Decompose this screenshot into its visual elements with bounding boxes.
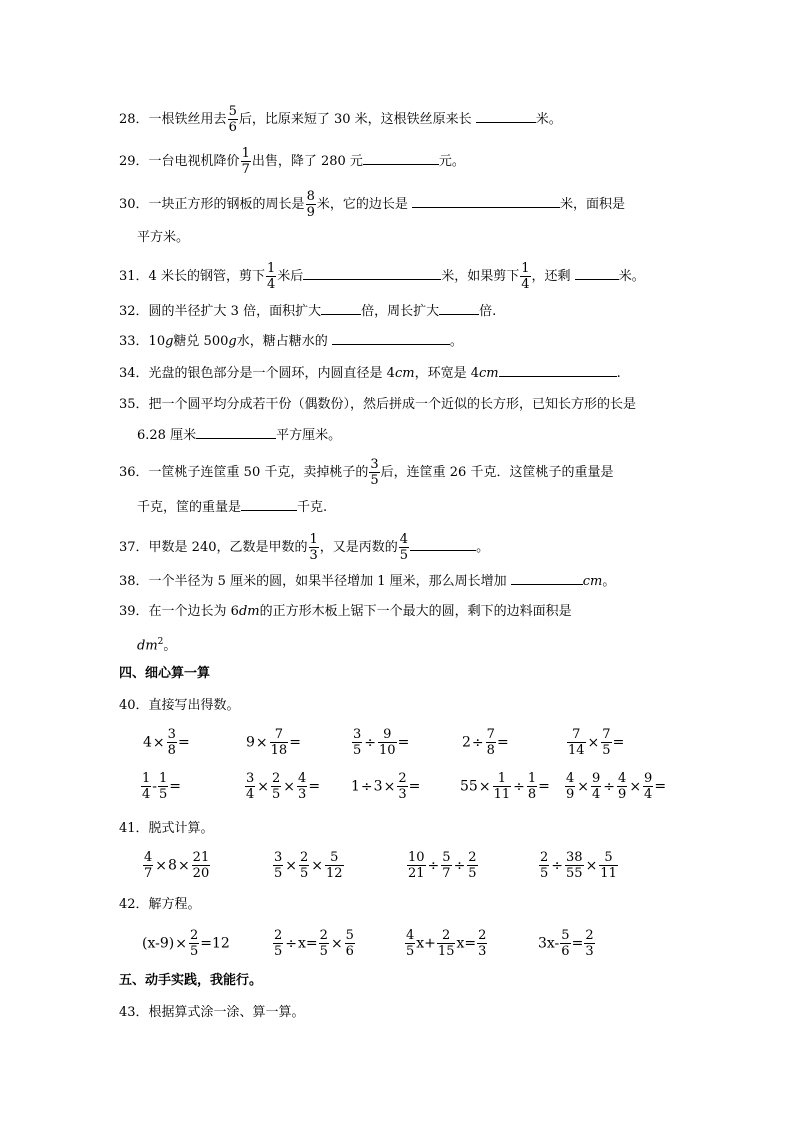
question-text: 倍，周长扩大 <box>361 304 440 319</box>
answer-blank[interactable] <box>321 302 361 315</box>
question-text: 一个半径为 5 厘米的圆，如果半径增加 1 厘米，那么周长增加 <box>148 574 507 589</box>
expression: $\frac{3}{5}$ ÷ $\frac{9}{10}$ = <box>353 727 410 758</box>
answer-blank[interactable] <box>511 572 583 585</box>
question-30-continued <box>137 229 189 247</box>
section-heading-4: 四、细心算一算 <box>119 666 211 681</box>
fraction: $\frac{4}{5}$ <box>399 532 409 563</box>
equation: $\frac{4}{5}$ x+ $\frac{2}{15}$ x= $\frac{2}{3}$ <box>406 928 487 959</box>
question-40-title: 40．直接写出得数。 <box>119 698 240 713</box>
expression: $\frac{3}{4}$ × $\frac{2}{5}$ × $\frac{4}{3}$ = <box>246 771 321 802</box>
expression: $\frac{4}{9}$ × $\frac{9}{4}$ ÷ $\frac{4}{9}$ × $\frac{9}{4}$ = <box>566 771 667 802</box>
answer-blank[interactable] <box>410 538 476 551</box>
question-text: 在一个边长为 6 <box>148 604 239 619</box>
section-heading-5: 五、动手实践，我能行。 <box>119 973 263 988</box>
answer-blank[interactable] <box>575 267 619 280</box>
question-text: 6.28 厘米 <box>137 428 197 443</box>
question-text: 倍. <box>479 304 497 319</box>
question-text: 千克. <box>297 500 328 515</box>
answer-blank[interactable] <box>412 195 560 208</box>
question-number: 30． <box>119 197 149 212</box>
question-number: 31． <box>119 269 149 284</box>
unit: dm <box>238 604 260 619</box>
equation: (x-9)× $\frac{2}{5}$ =12 <box>142 928 230 959</box>
answer-blank[interactable] <box>439 302 479 315</box>
question-text: 米，面积是 <box>560 197 626 212</box>
expression: 2÷ $\frac{7}{8}$ = <box>462 727 509 758</box>
fraction: $\frac{8}{9}$ <box>306 189 315 220</box>
fraction: $\frac{1}{7}$ <box>241 146 250 177</box>
question-text: 把一个圆平均分成若干份（偶数份），然后拼成一个近似的长方形，已知长方形的长是 <box>148 397 637 412</box>
question-text: 一台电视机降价 <box>148 154 240 169</box>
question-30 <box>119 190 625 219</box>
fraction: $\frac{1}{3}$ <box>309 532 318 563</box>
expression: 1÷3× $\frac{2}{3}$ = <box>351 771 421 802</box>
question-text: ，又是丙数的 <box>319 540 398 555</box>
question-text: 。 <box>476 540 490 555</box>
fraction: $\frac{1}{4}$ <box>521 261 530 292</box>
question-text: 米。 <box>618 269 645 284</box>
expression: $\frac{2}{5}$ ÷ $\frac{38}{55}$ × $\frac{5}{11}$ <box>540 850 617 881</box>
question-text: 后，连筐重 26 千克．这筐桃子的重量是 <box>380 465 614 480</box>
answer-blank[interactable] <box>499 364 617 377</box>
question-text: 元。 <box>438 154 465 169</box>
expression: $\frac{10}{21}$ ÷ $\frac{5}{7}$ ÷ $\frac{2}{5}$ <box>408 850 477 881</box>
answer-blank[interactable] <box>476 110 536 123</box>
question-text: 4 米长的钢管，剪下 <box>148 269 265 284</box>
question-35 <box>119 396 636 414</box>
answer-blank[interactable] <box>363 152 439 165</box>
equation: $\frac{2}{5}$ ÷x= $\frac{2}{5}$ × $\frac{5}{6}$ <box>274 928 354 959</box>
fraction: $\frac{1}{4}$ <box>266 261 276 292</box>
unit: cm <box>478 366 499 381</box>
question-text: 一根铁丝用去 <box>148 112 227 127</box>
answer-blank[interactable] <box>332 332 450 345</box>
question-number: 36． <box>119 465 149 480</box>
expression: 9× $\frac{7}{18}$ = <box>246 727 301 758</box>
question-text: 10 <box>148 334 166 349</box>
question-35-continued <box>137 426 341 445</box>
question-text: ，环宽是 4 <box>414 366 479 381</box>
question-33 <box>119 332 463 351</box>
question-number: 32． <box>119 304 149 319</box>
question-text: 一筐桃子连筐重 50 千克，卖掉桃子的 <box>148 465 369 480</box>
expression: $\frac{1}{4}$ - $\frac{1}{5}$ = <box>142 771 182 802</box>
fraction: $\frac{3}{5}$ <box>370 457 379 488</box>
question-number: 35． <box>119 397 149 412</box>
question-text: 。 <box>602 574 616 589</box>
question-text: 平方厘米。 <box>276 428 342 443</box>
question-42-title: 42．解方程。 <box>119 897 201 912</box>
question-number: 28． <box>119 112 149 127</box>
question-text: 米。 <box>535 112 562 127</box>
unit: dm <box>137 638 158 654</box>
expression: 4× $\frac{3}{8}$ = <box>143 727 190 758</box>
question-number: 34． <box>119 366 149 381</box>
unit: cm <box>394 366 415 381</box>
question-number: 29． <box>119 154 149 169</box>
answer-blank[interactable] <box>241 498 297 511</box>
question-text: 一块正方形的钢板的周长是 <box>148 197 305 212</box>
question-36-continued <box>137 498 327 517</box>
question-text: 甲数是 240，乙数是甲数的 <box>148 540 308 555</box>
superscript: 2 <box>157 637 164 647</box>
question-text: 米后 <box>277 269 304 284</box>
expression: $\frac{7}{14}$ × $\frac{7}{5}$ = <box>568 727 625 758</box>
question-31 <box>119 262 645 291</box>
question-text: 平方米。 <box>137 230 190 245</box>
question-43-title: 43．根据算式涂一涂、算一算。 <box>119 1005 305 1020</box>
question-text: ，还剩 <box>531 269 571 284</box>
answer-blank[interactable] <box>196 426 276 439</box>
question-text: 光盘的银色部分是一个圆环，内圆直径是 4 <box>148 366 395 381</box>
question-28 <box>119 105 562 134</box>
expression: 55× $\frac{1}{11}$ ÷ $\frac{1}{8}$ = <box>460 771 550 802</box>
question-text: 米，它的边长是 <box>316 197 408 212</box>
question-34 <box>119 364 621 383</box>
question-text: 。 <box>449 334 463 349</box>
question-text: 千克，筐的重量是 <box>137 500 242 515</box>
question-number: 37． <box>119 540 149 555</box>
question-number: 39． <box>119 604 149 619</box>
question-text: 出售，降了 280 元 <box>251 154 363 169</box>
fraction: $\frac{5}{6}$ <box>228 104 237 135</box>
question-text: . <box>616 366 621 381</box>
question-39-continued <box>137 633 176 655</box>
question-text: 圆的半径扩大 3 倍，面积扩大 <box>148 304 322 319</box>
question-39 <box>119 603 572 621</box>
answer-blank[interactable] <box>303 267 441 280</box>
unit: g <box>165 334 174 349</box>
expression: $\frac{3}{5}$ × $\frac{2}{5}$ × $\frac{5}{12}$ <box>274 850 343 881</box>
question-number: 33． <box>119 334 149 349</box>
question-text: 后，比原来短了 30 米，这根铁丝原来长 <box>238 112 472 127</box>
unit: cm <box>582 574 603 589</box>
question-36 <box>119 458 613 487</box>
question-text: 米，如果剪下 <box>441 269 520 284</box>
question-41-title: 41．脱式计算。 <box>119 821 214 836</box>
question-text: 。 <box>163 638 177 654</box>
equation: 3x- $\frac{5}{6}$ = $\frac{2}{3}$ <box>538 928 594 959</box>
question-text: 的正方形木板上锯下一个最大的圆，剩下的边料面积是 <box>259 604 572 619</box>
question-text: 水，糖占糖水的 <box>236 334 328 349</box>
question-29 <box>119 147 465 176</box>
question-number: 38． <box>119 574 149 589</box>
question-38 <box>119 572 615 591</box>
unit: g <box>228 334 237 349</box>
expression: $\frac{4}{7}$ ×8× $\frac{21}{20}$ <box>144 850 210 881</box>
question-37 <box>119 533 489 562</box>
question-32 <box>119 302 496 321</box>
question-text: 糖兑 500 <box>173 334 229 349</box>
